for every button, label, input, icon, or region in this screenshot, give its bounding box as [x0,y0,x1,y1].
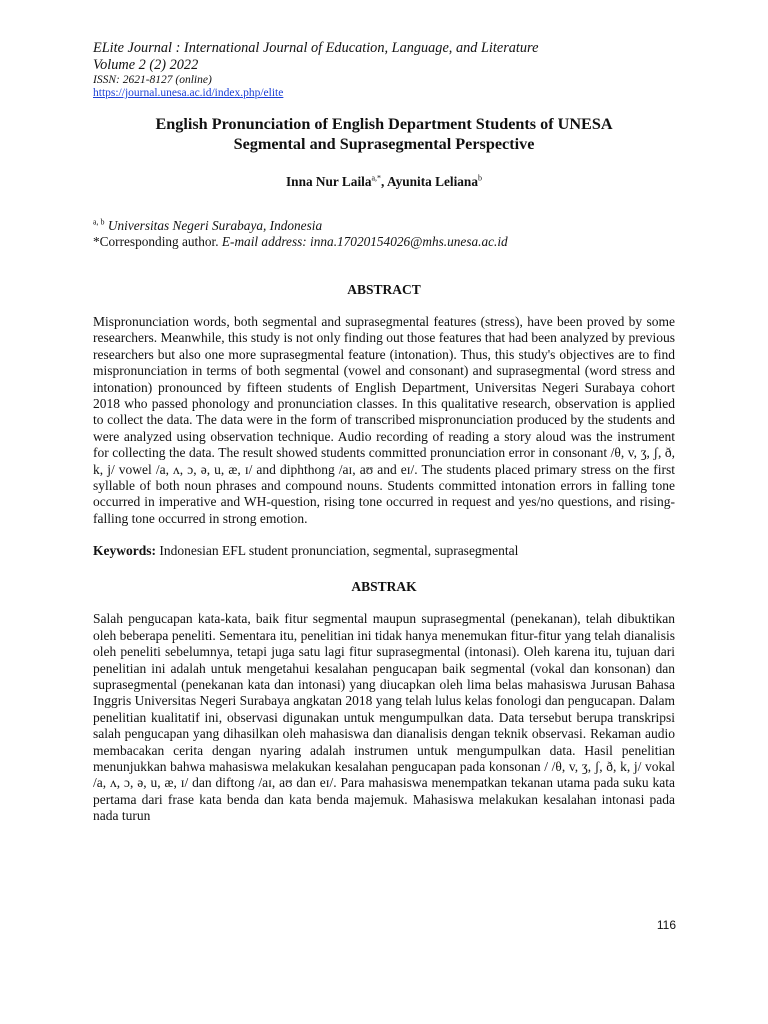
author-list [93,174,675,190]
journal-url-link[interactable]: https://journal.unesa.ac.id/index.php/elite [93,87,284,99]
keywords [93,543,675,559]
journal-header [93,40,675,100]
article-title-line-2: Segmental and Suprasegmental Perspective [233,135,535,153]
abstrak-heading: ABSTRAK [351,579,417,595]
journal-name: ELite Journal : International Journal of Education, Language, and Literature [93,40,539,56]
author-1: Inna Nur Laila [286,174,372,189]
abstrak-text: Salah pengucapan kata-kata, baik fitur segmental maupun suprasegmental (penekanan), telah dibuktikan oleh beberapa peneliti. Sementara itu, penelitian ini tidak hanya menemukan fitur-fitur yang telah dianalisis oleh peneliti sebelumnya, tetapi juga satu lagi fitur suprasegmental (intonasi). Oleh karena itu, tujuan dari penelitian ini adalah untuk mengetahui kesalahan pengucapan baik segmental (vokal dan konsonan) dan suprasegmental (penekanan kata dan intonasi) yang diucapkan oleh lima belas mahasiswa Jurusan Bahasa Inggris Universitas Negeri Surabaya angkatan 2018 yang telah lulus kelas fonologi dan pengucapan. Dalam penelitian kualitatif ini, observasi digunakan untuk mengumpulkan data. Data tersebut berupa transkripsi salah pengucapan yang dihasilkan oleh mahasiswa dan dianalisis dengan teknik observasi. Rekaman audio membacakan cerita dengan nyaring adalah instrumen untuk mengumpulkan data. Hasil penelitian menunjukkan bahwa mahasiswa melakukan kesalahan pengucapan pada konsonan / /θ, v, ʒ, ʃ, ð, k, j/ vokal /a, ʌ, ɔ, ə, u, æ, ɪ/ dan diftong /aɪ, aʊ dan eɪ/. Para mahasiswa menempatkan tekanan utama pada suku kata pertama dari frase kata benda dan kata benda majemuk. Mahasiswa melakukan kesalahan intonasi pada nada turun [93,611,675,824]
corresponding-email: E-mail address: inna.17020154026@mhs.unesa.ac.id [221,234,508,249]
article-title-line-1: English Pronunciation of English Department Students of UNESA [155,115,613,133]
page-number: 116 [656,918,676,932]
abstract-text: Mispronunciation words, both segmental and suprasegmental features (stress), have been proved by some researchers. Meanwhile, this study is not only finding out those features that had been analyzed by previous researchers but also one more suprasegmental feature (intonation). Thus, this study's objectives are to find mispronunciation in terms of both segmental (vowel and consonant) and suprasegmental (word stress and intonation) pronounced by fifteen students of English Department, Universitas Negeri Surabaya cohort 2018 who passed phonology and pronunciation classes. In this qualitative research, observation is applied to collect the data. The data were in the form of transcribed mispronunciation produced by the students and were analyzed using observation technique. Audio recording of reading a story aloud was the instrument for collecting the data. The result showed students committed pronunciation error in consonant /θ, v, ʒ, ʃ, ð, k, j/ vowel /a, ʌ, ɔ, ə, u, æ, ɪ/ and diphthong /aɪ, aʊ and eɪ/. The students placed primary stress on the first syllable of both noun phrases and compound nouns. Students committed intonation errors in falling tone occurred in imperative and WH-question, rising tone occurred in request and yes/no questions, and rising-falling tone occurred in strong emotion. [93,314,675,526]
corresponding-label: *Corresponding author. [93,234,222,249]
paper-page [93,40,675,825]
affiliation-marker: a, b [93,217,105,227]
keywords-text: Indonesian EFL student pronunciation, segmental, suprasegmental [156,543,519,559]
author-2-marker: b [477,173,482,183]
affiliation-text: Universitas Negeri Surabaya, Indonesia [107,218,323,233]
corresponding-author [93,234,675,250]
journal-volume: Volume 2 (2) 2022 [93,57,199,73]
journal-issn: ISSN: 2621-8127 (online) [93,74,212,86]
affiliation [93,218,675,234]
author-2: Ayunita Leliana [386,174,478,189]
author-separator: , [381,174,387,189]
keywords-label: Keywords: [93,543,156,559]
author-1-marker: a,* [371,173,382,183]
article-title [93,114,675,154]
abstract-heading: ABSTRACT [347,282,421,297]
